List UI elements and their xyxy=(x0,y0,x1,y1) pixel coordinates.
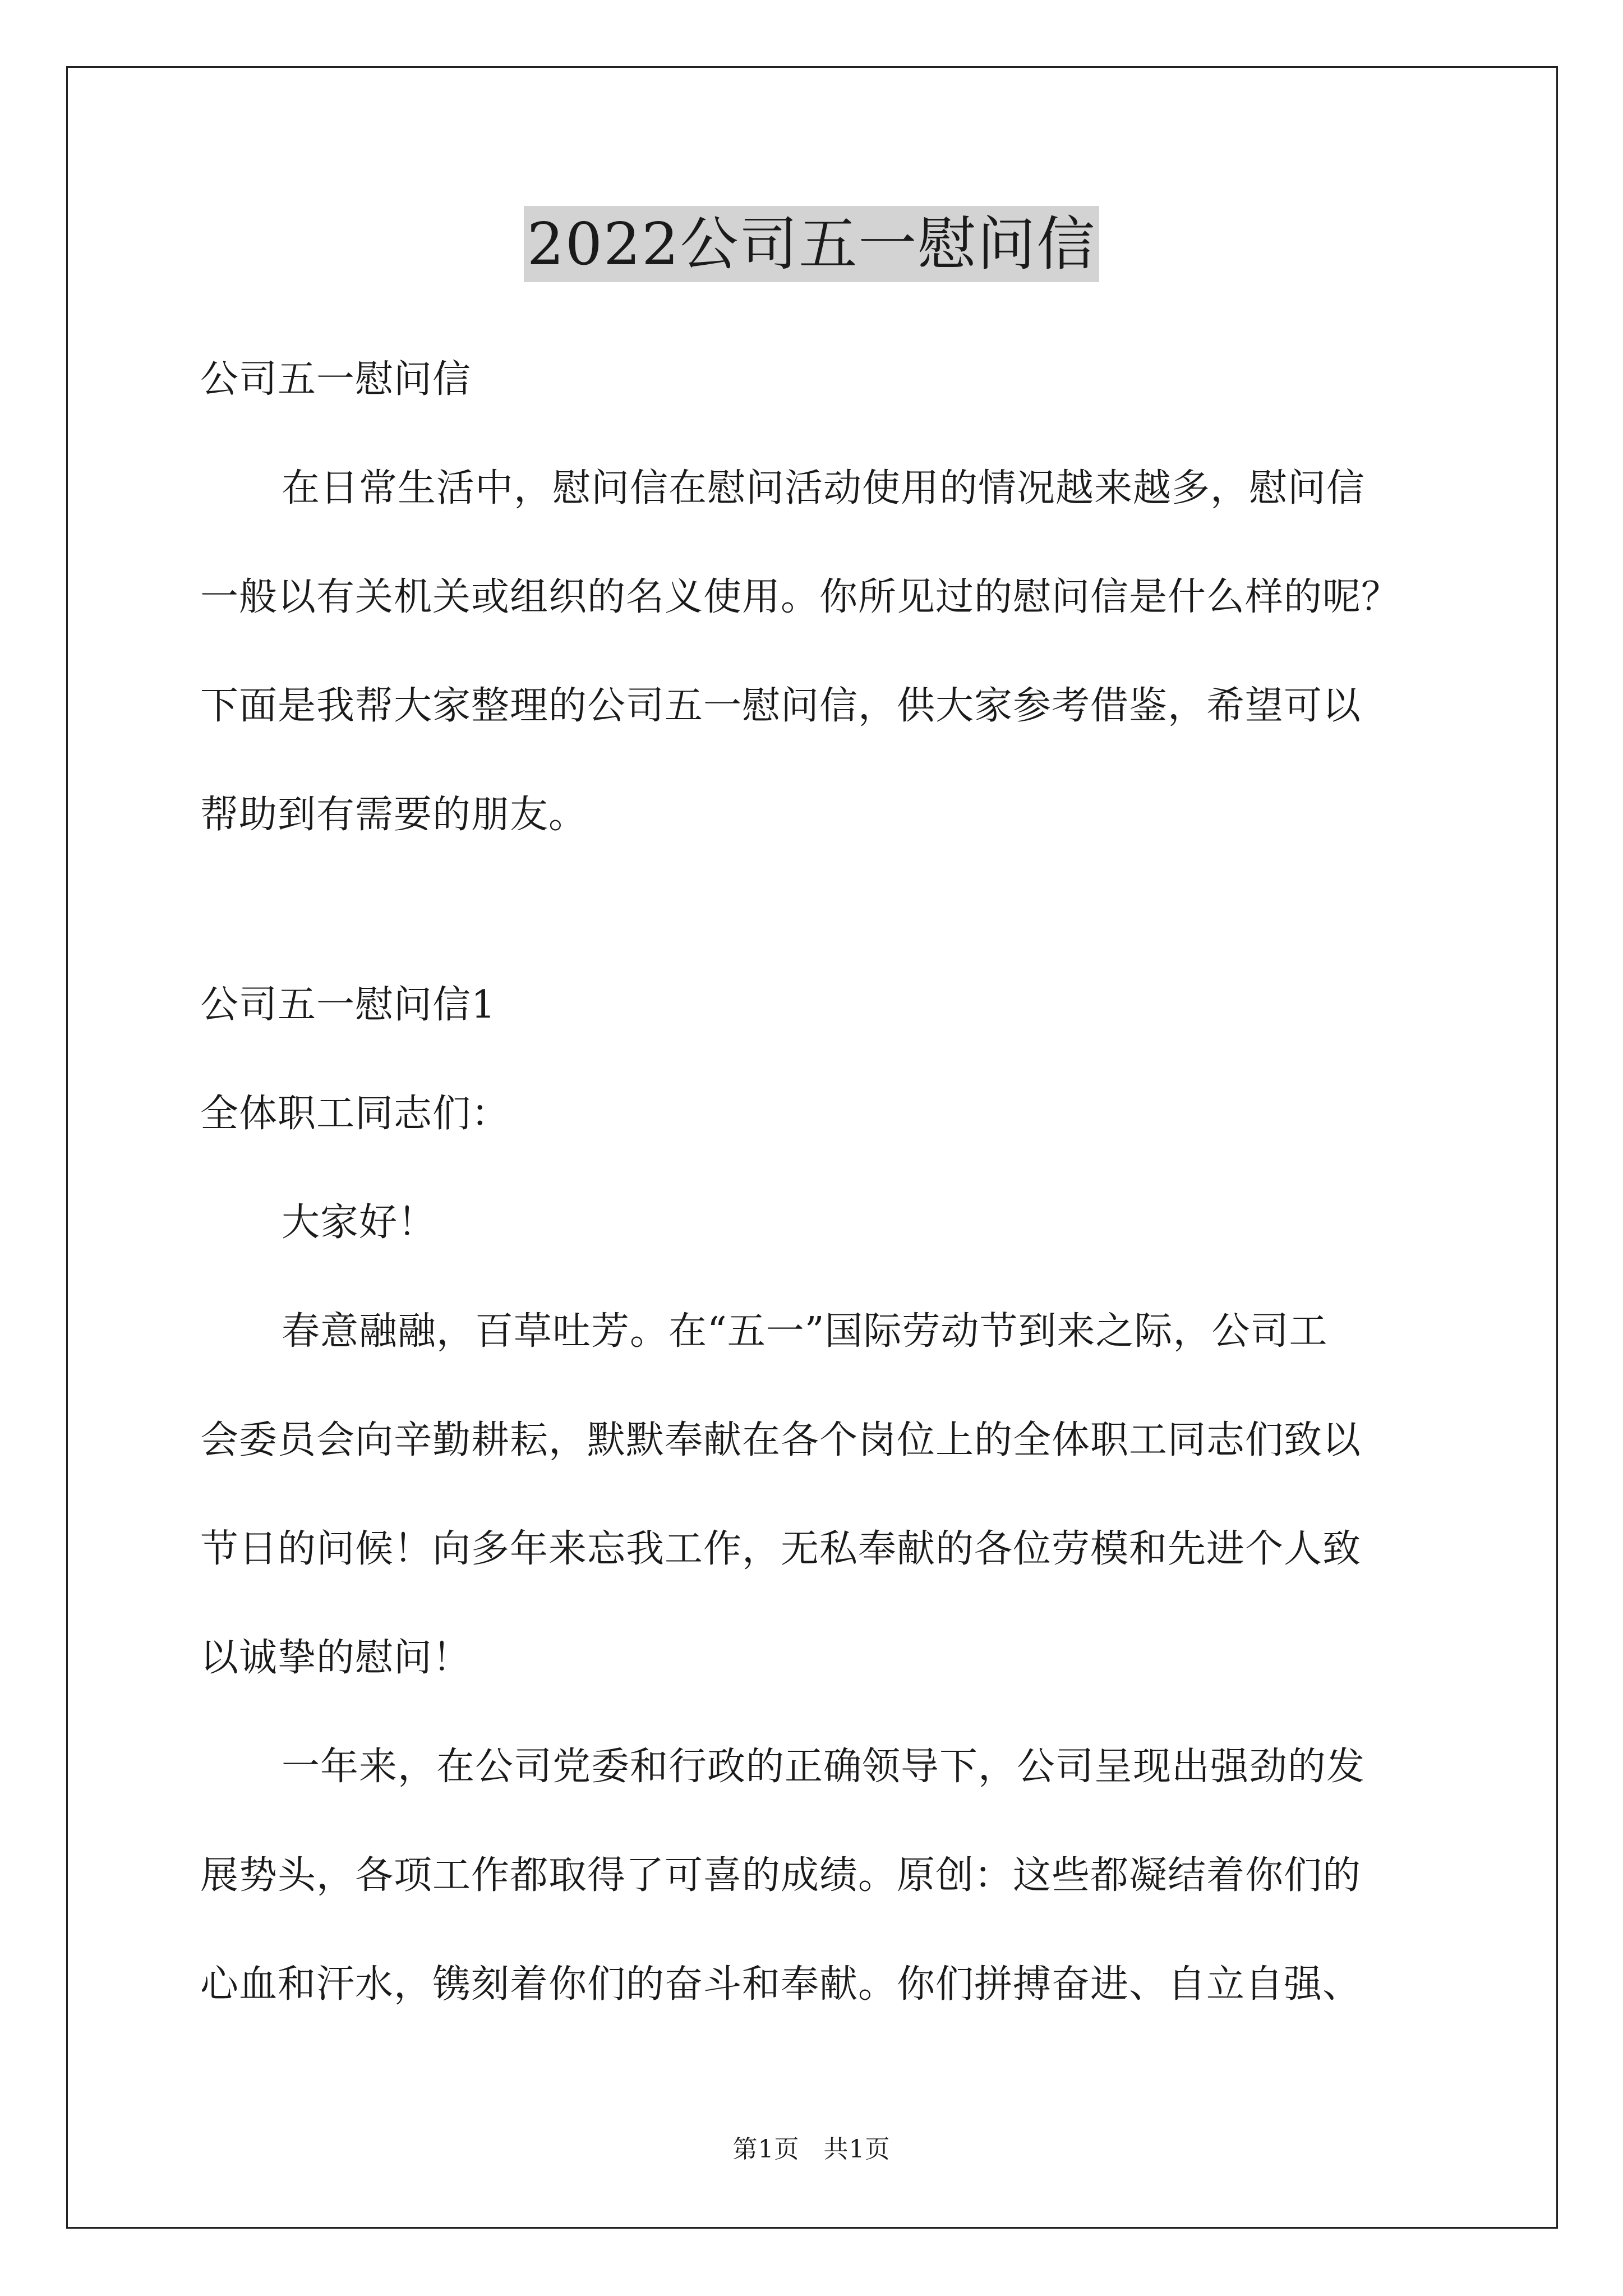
greeting: 大家好！ xyxy=(282,1200,437,1245)
intro-line: 一般以有关机关或组织的名义使用。你所见过的慰问信是什么样的呢？ xyxy=(200,575,1400,619)
intro-line: 在日常生活中，慰问信在慰问活动使用的情况越来越多，慰问信 xyxy=(282,466,1366,510)
intro-line: 帮助到有需要的朋友。 xyxy=(200,793,588,837)
subtitle: 公司五一慰问信 xyxy=(200,357,472,402)
document-body xyxy=(200,325,1434,2039)
page-total: 共1页 xyxy=(823,2135,891,2164)
paragraph1-line: 节日的问候！向多年来忘我工作，无私奉献的各位劳模和先进个人致 xyxy=(200,1527,1362,1571)
title-container xyxy=(0,206,1623,282)
intro-line: 下面是我帮大家整理的公司五一慰问信，供大家参考借鉴，希望可以 xyxy=(200,684,1362,728)
paragraph-gap xyxy=(200,869,1434,951)
paragraph2-line: 一年来，在公司党委和行政的正确领导下，公司呈现出强劲的发 xyxy=(282,1745,1366,1789)
page-footer xyxy=(0,2129,1623,2165)
paragraph2-line: 展势头，各项工作都取得了可喜的成绩。原创：这些都凝结着你们的 xyxy=(200,1853,1362,1898)
paragraph2-line: 心血和汗水，镌刻着你们的奋斗和奉献。你们拼搏奋进、自立自强、 xyxy=(200,1962,1362,2007)
paragraph1-line: 会委员会向辛勤耕耘，默默奉献在各个岗位上的全体职工同志们致以 xyxy=(200,1418,1362,1462)
salutation: 全体职工同志们： xyxy=(200,1092,510,1136)
page-number: 第1页 xyxy=(732,2135,800,2164)
document-title: 2022公司五一慰问信 xyxy=(524,206,1100,282)
paragraph1-line: 以诚挚的慰问！ xyxy=(200,1636,472,1680)
letter-heading: 公司五一慰问信1 xyxy=(200,983,496,1027)
paragraph1-line: 春意融融，百草吐芳。在“五一”国际劳动节到来之际，公司工 xyxy=(282,1309,1328,1354)
